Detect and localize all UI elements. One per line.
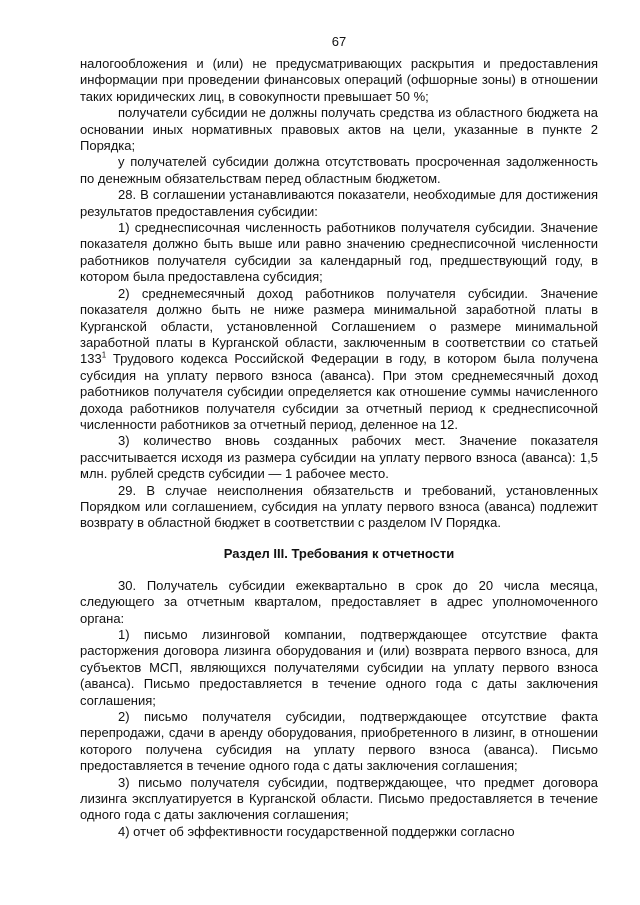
paragraph: 1) среднесписочная численность работников получателя субсидии. Значение показателя должно быть выше или равно значению среднесписочной численности работников получателя субсидии за календарный год, предшествующий году, в котором была предоставлена субсидия; [80, 220, 598, 285]
paragraph: 30. Получатель субсидии ежеквартально в срок до 20 числа месяца, следующего за отчетным кварталом, предоставляет в адрес уполномоченного органа: [80, 577, 598, 626]
paragraph: 1) письмо лизинговой компании, подтверждающее отсутствие факта расторжения договора лизинга оборудования и (или) возврата первого взноса, для субъектов МСП, являющихся получателями субсидии на уплату первого взноса (аванса). Письмо предоставляется в течение одного года с даты заключения соглашения; [80, 627, 598, 708]
superscript-article: 1 [101, 350, 107, 360]
wage-text-part1: 2) среднемесячный доход работников получателя субсидии. Значение показателя должно быть не ниже размера минимальной заработной платы в Курганской области, установленной Соглашением о размере минимальной заработной платы в Курганской области, заключенным в соответствии со статьей 133 [80, 285, 598, 367]
paragraph: 29. В случае неисполнения обязательств и требований, установленных Порядком или соглашением, субсидия на уплату первого взноса (аванса) подлежит возврату в областной бюджет в соответствии с разделом IV Порядка. [80, 482, 598, 531]
body-text-before [80, 56, 598, 532]
paragraph: 3) письмо получателя субсидии, подтверждающее, что предмет договора лизинга эксплуатируется в Курганской области. Письмо предоставляется в течение одного года с даты заключения соглашения; [80, 774, 598, 823]
wage-text-part2: Трудового кодекса Российской Федерации в году, в котором была получена субсидия на уплату первого взноса (аванса). При этом среднемесячный доход работников получателя субсидии определяется как отношение суммы начисленного дохода работников получателя субсидии за отчетный период к среднесписочной численности работников за отчетный период, деленное на 12. [80, 351, 598, 432]
paragraph: получатели субсидии не должны получать средства из областного бюджета на основании иных нормативных правовых актов на цели, указанные в пункте 2 Порядка; [80, 105, 598, 154]
page-number: 67 [331, 34, 347, 49]
paragraph-wage [80, 286, 598, 434]
paragraph: налогообложения и (или) не предусматривающих раскрытия и предоставления информации при проведении финансовых операций (офшорные зоны) в отношении таких юридических лиц, в совокупности превышает 50 %; [80, 56, 598, 104]
paragraph: 2) письмо получателя субсидии, подтверждающее отсутствие факта перепродажи, сдачи в аренду оборудования, приобретенного в лизинг, в отношении которого получена субсидия на уплату первого взноса (аванса). Письмо предоставляется в течение одного года с даты заключения соглашения; [80, 709, 598, 774]
body-text-section [80, 578, 598, 841]
paragraph: 28. В соглашении устанавливаются показатели, необходимые для достижения результатов предоставления субсидии: [80, 187, 598, 219]
paragraph: у получателей субсидии должна отсутствовать просроченная задолженность по денежным обязательствам перед областным бюджетом. [80, 154, 598, 186]
section-heading: Раздел III. Требования к отчетности [223, 545, 455, 561]
paragraph: 3) количество вновь созданных рабочих мест. Значение показателя рассчитывается исходя из размера субсидии на уплату первого взноса (аванса): 1,5 млн. рублей средств субсидии — 1 рабочее место. [80, 433, 598, 482]
paragraph: 4) отчет об эффективности государственной поддержки согласно [118, 823, 515, 839]
